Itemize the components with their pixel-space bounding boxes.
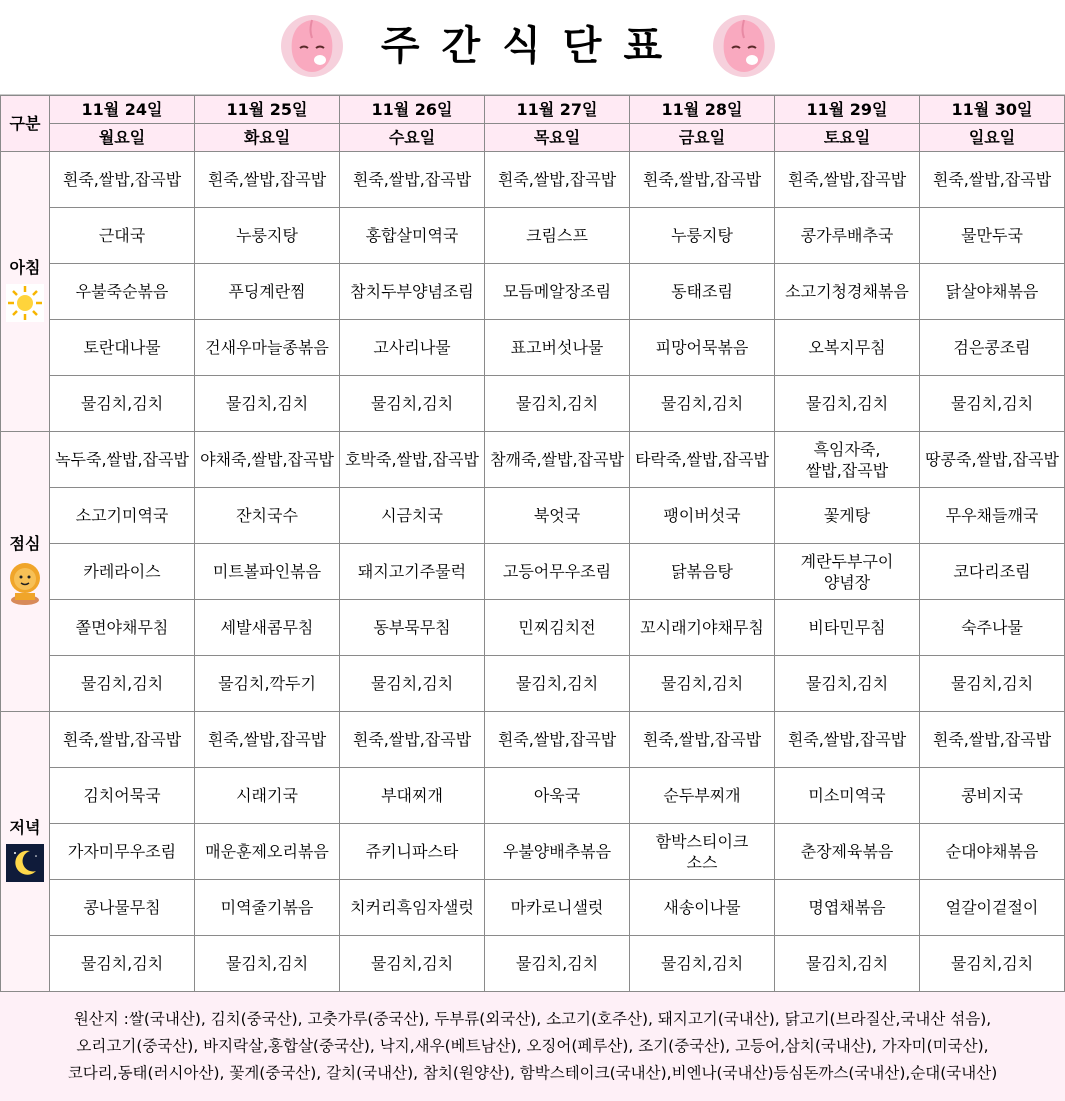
menu-cell: 명엽채볶음 xyxy=(775,880,920,936)
menu-cell: 흰죽,쌀밥,잡곡밥 xyxy=(195,712,340,768)
menu-row xyxy=(1,936,1065,992)
menu-cell: 춘장제육볶음 xyxy=(775,824,920,880)
menu-cell: 꽃게탕 xyxy=(775,488,920,544)
menu-cell: 부대찌개 xyxy=(340,768,485,824)
menu-cell: 소고기미역국 xyxy=(50,488,195,544)
origin-info xyxy=(0,991,1065,1101)
menu-row xyxy=(1,880,1065,936)
menu-cell: 땅콩죽,쌀밥,잡곡밥 xyxy=(920,432,1065,488)
menu-row xyxy=(1,152,1065,208)
menu-row xyxy=(1,488,1065,544)
menu-cell: 쥬키니파스타 xyxy=(340,824,485,880)
menu-cell: 콩나물무침 xyxy=(50,880,195,936)
menu-cell: 무우채들깨국 xyxy=(920,488,1065,544)
menu-cell: 근대국 xyxy=(50,208,195,264)
menu-cell: 참치두부양념조림 xyxy=(340,264,485,320)
menu-cell: 닭볶음탕 xyxy=(630,544,775,600)
menu-cell: 물김치,김치 xyxy=(340,656,485,712)
meal-label xyxy=(1,712,50,992)
menu-cell: 물김치,김치 xyxy=(340,936,485,992)
menu-cell: 물김치,김치 xyxy=(630,936,775,992)
menu-cell: 흰죽,쌀밥,잡곡밥 xyxy=(920,712,1065,768)
menu-cell: 카레라이스 xyxy=(50,544,195,600)
menu-cell: 물김치,김치 xyxy=(485,376,630,432)
date-header: 11월 28일 xyxy=(630,96,775,124)
meal-label-text: 아침 xyxy=(9,257,41,277)
menu-cell: 흑임자죽, 쌀밥,잡곡밥 xyxy=(775,432,920,488)
menu-cell: 타락죽,쌀밥,잡곡밥 xyxy=(630,432,775,488)
menu-cell: 가자미무우조림 xyxy=(50,824,195,880)
menu-row xyxy=(1,432,1065,488)
menu-cell: 함박스티이크 소스 xyxy=(630,824,775,880)
weekday-header: 토요일 xyxy=(775,124,920,152)
menu-cell: 치커리흑임자샐럿 xyxy=(340,880,485,936)
weekday-header: 월요일 xyxy=(50,124,195,152)
menu-cell: 쫄면야채무침 xyxy=(50,600,195,656)
meal-label-text: 저녁 xyxy=(9,817,41,837)
weekday-header: 수요일 xyxy=(340,124,485,152)
menu-cell: 동부묵무침 xyxy=(340,600,485,656)
menu-row xyxy=(1,376,1065,432)
header-label: 구분 xyxy=(1,96,50,152)
menu-cell: 소고기청경채볶음 xyxy=(775,264,920,320)
menu-cell: 흰죽,쌀밥,잡곡밥 xyxy=(630,712,775,768)
menu-cell: 흰죽,쌀밥,잡곡밥 xyxy=(630,152,775,208)
menu-cell: 모듬메알장조림 xyxy=(485,264,630,320)
weekday-header: 화요일 xyxy=(195,124,340,152)
menu-cell: 미소미역국 xyxy=(775,768,920,824)
weekday-header: 금요일 xyxy=(630,124,775,152)
date-header: 11월 24일 xyxy=(50,96,195,124)
menu-row xyxy=(1,264,1065,320)
menu-cell: 흰죽,쌀밥,잡곡밥 xyxy=(920,152,1065,208)
menu-cell: 참깨죽,쌀밥,잡곡밥 xyxy=(485,432,630,488)
menu-cell: 순대야채볶음 xyxy=(920,824,1065,880)
menu-cell: 우불양배추볶음 xyxy=(485,824,630,880)
menu-cell: 흰죽,쌀밥,잡곡밥 xyxy=(50,152,195,208)
menu-cell: 흰죽,쌀밥,잡곡밥 xyxy=(340,152,485,208)
menu-cell: 새송이나물 xyxy=(630,880,775,936)
menu-cell: 잔치국수 xyxy=(195,488,340,544)
moon-icon xyxy=(3,844,47,887)
menu-cell: 물김치,김치 xyxy=(630,656,775,712)
menu-cell: 물김치,김치 xyxy=(775,376,920,432)
menu-cell: 크림스프 xyxy=(485,208,630,264)
menu-cell: 계란두부구이 양념장 xyxy=(775,544,920,600)
menu-cell: 푸딩계란찜 xyxy=(195,264,340,320)
meal-label xyxy=(1,432,50,712)
menu-cell: 물김치,김치 xyxy=(920,376,1065,432)
menu-cell: 아욱국 xyxy=(485,768,630,824)
meal-label-text: 점심 xyxy=(9,533,41,553)
menu-cell: 동태조림 xyxy=(630,264,775,320)
menu-cell: 피망어묵볶음 xyxy=(630,320,775,376)
origin-line: 오리고기(중국산), 바지락살,홍합살(중국산), 낙지,새우(베트남산), 오징어(페루산), 조기(중국산), 고등어,삼치(국내산), 가자미(미국산), xyxy=(76,1037,989,1055)
menu-row xyxy=(1,656,1065,712)
menu-cell: 시금치국 xyxy=(340,488,485,544)
menu-row xyxy=(1,600,1065,656)
menu-cell: 물김치,김치 xyxy=(50,376,195,432)
menu-cell: 닭살야채볶음 xyxy=(920,264,1065,320)
lion-character-icon xyxy=(3,560,47,611)
menu-cell: 흰죽,쌀밥,잡곡밥 xyxy=(195,152,340,208)
menu-cell: 호박죽,쌀밥,잡곡밥 xyxy=(340,432,485,488)
date-header: 11월 26일 xyxy=(340,96,485,124)
menu-cell: 물만두국 xyxy=(920,208,1065,264)
date-header: 11월 25일 xyxy=(195,96,340,124)
menu-cell: 물김치,김치 xyxy=(630,376,775,432)
meal-label xyxy=(1,152,50,432)
menu-cell: 흰죽,쌀밥,잡곡밥 xyxy=(485,712,630,768)
menu-cell: 오복지무침 xyxy=(775,320,920,376)
menu-cell: 물김치,김치 xyxy=(50,656,195,712)
menu-cell: 고등어무우조림 xyxy=(485,544,630,600)
menu-cell: 숙주나물 xyxy=(920,600,1065,656)
menu-cell: 흰죽,쌀밥,잡곡밥 xyxy=(340,712,485,768)
sun-icon xyxy=(3,284,47,327)
peach-character-icon xyxy=(712,14,776,78)
origin-line: 원산지 :쌀(국내산), 김치(중국산), 고춧가루(중국산), 두부류(외국산), 소고기(호주산), 돼지고기(국내산), 닭고기(브라질산,국내산 섞음), xyxy=(73,1010,992,1028)
menu-cell: 흰죽,쌀밥,잡곡밥 xyxy=(775,152,920,208)
page-header xyxy=(0,0,1065,95)
date-header: 11월 29일 xyxy=(775,96,920,124)
menu-row xyxy=(1,208,1065,264)
menu-row xyxy=(1,544,1065,600)
menu-cell: 미트볼파인볶음 xyxy=(195,544,340,600)
menu-cell: 토란대나물 xyxy=(50,320,195,376)
menu-cell: 물김치,김치 xyxy=(485,936,630,992)
menu-row xyxy=(1,824,1065,880)
menu-cell: 흰죽,쌀밥,잡곡밥 xyxy=(775,712,920,768)
weekday-header: 목요일 xyxy=(485,124,630,152)
menu-cell: 콩비지국 xyxy=(920,768,1065,824)
menu-cell: 콩가루배추국 xyxy=(775,208,920,264)
menu-cell: 코다리조림 xyxy=(920,544,1065,600)
menu-cell: 팽이버섯국 xyxy=(630,488,775,544)
menu-cell: 물김치,김치 xyxy=(920,656,1065,712)
menu-cell: 물김치,김치 xyxy=(485,656,630,712)
menu-cell: 물김치,김치 xyxy=(920,936,1065,992)
menu-cell: 검은콩조림 xyxy=(920,320,1065,376)
menu-cell: 시래기국 xyxy=(195,768,340,824)
menu-cell: 건새우마늘종볶음 xyxy=(195,320,340,376)
menu-cell: 세발새콤무침 xyxy=(195,600,340,656)
menu-cell: 야채죽,쌀밥,잡곡밥 xyxy=(195,432,340,488)
menu-cell: 매운훈제오리볶음 xyxy=(195,824,340,880)
menu-cell: 얼갈이겉절이 xyxy=(920,880,1065,936)
menu-cell: 우불죽순볶음 xyxy=(50,264,195,320)
menu-cell: 미역줄기볶음 xyxy=(195,880,340,936)
menu-cell: 물김치,깍두기 xyxy=(195,656,340,712)
menu-row xyxy=(1,320,1065,376)
weekly-menu-table xyxy=(0,95,1065,992)
menu-cell: 표고버섯나물 xyxy=(485,320,630,376)
menu-cell: 민찌김치전 xyxy=(485,600,630,656)
date-header: 11월 30일 xyxy=(920,96,1065,124)
menu-cell: 물김치,김치 xyxy=(775,656,920,712)
menu-cell: 마카로니샐럿 xyxy=(485,880,630,936)
menu-cell: 순두부찌개 xyxy=(630,768,775,824)
menu-cell: 누룽지탕 xyxy=(195,208,340,264)
menu-cell: 북엇국 xyxy=(485,488,630,544)
menu-cell: 홍합살미역국 xyxy=(340,208,485,264)
menu-cell: 누룽지탕 xyxy=(630,208,775,264)
menu-cell: 고사리나물 xyxy=(340,320,485,376)
weekday-header: 일요일 xyxy=(920,124,1065,152)
menu-cell: 꼬시래기야채무침 xyxy=(630,600,775,656)
date-header: 11월 27일 xyxy=(485,96,630,124)
menu-cell: 물김치,김치 xyxy=(340,376,485,432)
menu-cell: 물김치,김치 xyxy=(195,936,340,992)
menu-cell: 물김치,김치 xyxy=(775,936,920,992)
menu-cell: 돼지고기주물럭 xyxy=(340,544,485,600)
menu-cell: 물김치,김치 xyxy=(50,936,195,992)
menu-cell: 흰죽,쌀밥,잡곡밥 xyxy=(50,712,195,768)
menu-cell: 물김치,김치 xyxy=(195,376,340,432)
menu-cell: 흰죽,쌀밥,잡곡밥 xyxy=(485,152,630,208)
menu-row xyxy=(1,712,1065,768)
menu-cell: 김치어묵국 xyxy=(50,768,195,824)
origin-line: 코다리,동태(러시아산), 꽃게(중국산), 갈치(국내산), 참치(원양산), 함박스테이크(국내산),비엔나(국내산)등심돈까스(국내산),순대(국내산) xyxy=(67,1064,998,1082)
menu-row xyxy=(1,768,1065,824)
menu-cell: 녹두죽,쌀밥,잡곡밥 xyxy=(50,432,195,488)
menu-cell: 비타민무침 xyxy=(775,600,920,656)
page-title: 주간식단표 xyxy=(380,23,685,69)
